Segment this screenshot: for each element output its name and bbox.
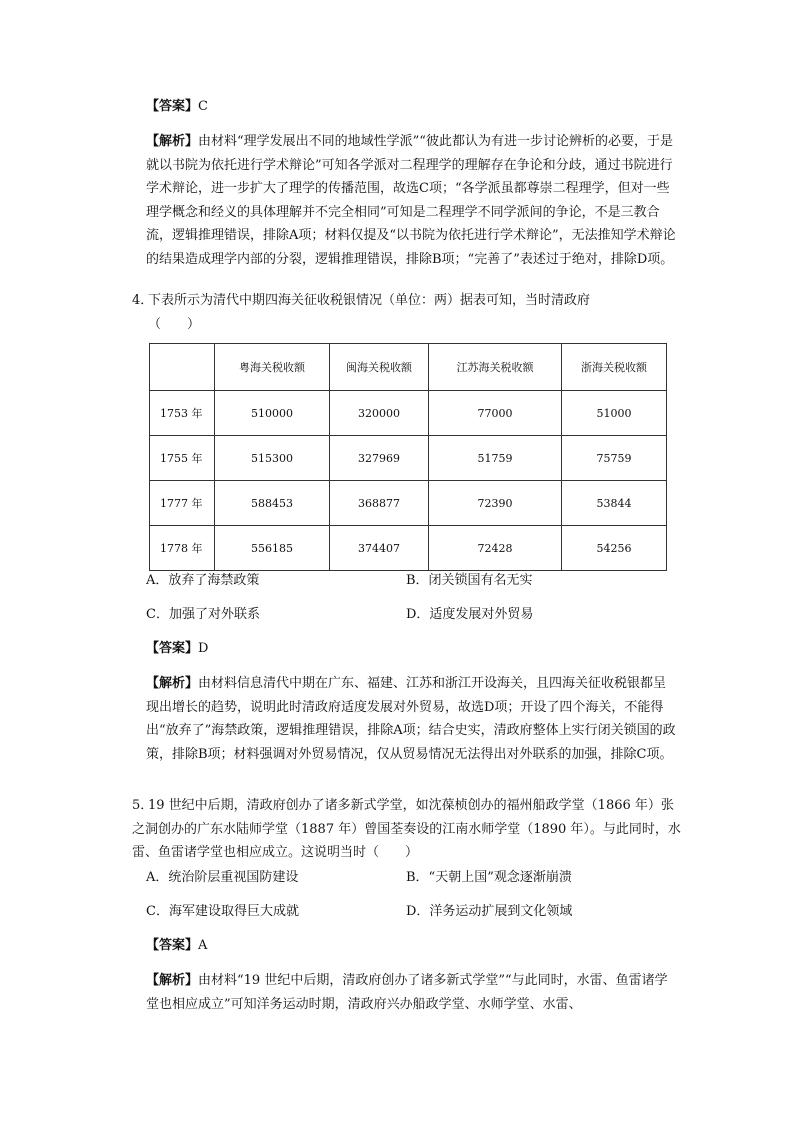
- explanation-label: 【解析】: [146, 134, 199, 149]
- table-header-cell: 江苏海关税收额: [429, 344, 562, 391]
- table-row: [150, 526, 667, 571]
- question-number: 5．: [132, 798, 154, 813]
- option-a: A．统治阶层重视国防建设: [146, 870, 299, 885]
- table-cell: 54256: [562, 526, 667, 571]
- explanation-label: 【解析】: [146, 973, 199, 988]
- answer-label: 【答案】: [146, 99, 199, 114]
- table-cell: 510000: [215, 391, 330, 436]
- explanation-text: 由材料信息清代中期在广东、福建、江苏和浙江开设海关，且四海关征收税银都呈现出增长的趋势，说明此时清政府适度发展对外贸易，故选D项；开设了四个海关，不能得出“放弃了”海禁政策，逻辑推理错误，排除A项；结合史实，清政府整体上实行闭关锁国的政策，排除B项；材料强调对外贸易情况，仅从贸易情况无法得出对外联系的加强，排除C项。: [146, 676, 676, 762]
- option-a: A．放弃了海禁政策: [146, 573, 260, 588]
- answer-label: 【答案】: [146, 938, 199, 953]
- table-cell: 1778 年: [150, 526, 215, 571]
- table-cell: 556185: [215, 526, 330, 571]
- option-d: D．洋务运动扩展到文化领域: [406, 904, 573, 919]
- table-cell: 72428: [429, 526, 562, 571]
- option-c: C．海军建设取得巨大成就: [146, 904, 299, 919]
- explanation-label: 【解析】: [146, 676, 199, 691]
- question-4: [132, 289, 682, 336]
- answer-value: A: [198, 938, 208, 953]
- table-header-row: [150, 344, 667, 391]
- option-b: B．闭关锁国有名无实: [406, 573, 533, 588]
- table-row: [150, 481, 667, 526]
- explanation-text: 由材料“19 世纪中后期，清政府创办了诸多新式学堂”“与此同时，水雷、鱼雷诸学堂也相应成立”可知洋务运动时期，清政府兴办船政学堂、水师学堂、水雷、: [146, 973, 668, 1012]
- option-d: D．适度发展对外贸易: [406, 607, 534, 622]
- table-cell: 53844: [562, 481, 667, 526]
- question-stem: 19 世纪中后期，清政府创办了诸多新式学堂，如沈葆桢创办的福州船政学堂（1866 年）张之洞创办的广东水陆师学堂（1887 年）曾国荃奏设的江南水师学堂（1890 年）。与此同时，水雷、鱼雷诸学堂也相应成立。这说明当时（ ）: [132, 798, 681, 860]
- explanation-text: 由材料“理学发展出不同的地域性学派”“彼此都认为有进一步讨论辨析的必要，于是就以书院为依托进行学术辩论”可知各学派对二程理学的理解存在争论和分歧，通过书院进行学术辩论，进一步扩大了理学的传播范围，故选C项；“各学派虽都尊崇二程理学，但对一些理学概念和经义的具体理解并不完全相同”可知是二程理学不同学派间的争论，不是三教合流，逻辑推理错误，排除A项；材料仅提及“以书院为依托进行学术辩论”，无法推知学术辩论的结果造成理学内部的分裂，逻辑推理错误，排除B项；“完善了”表述过于绝对，排除D项。: [146, 134, 676, 267]
- explanation-q4: [146, 672, 676, 766]
- table-header-cell: 粤海关税收额: [215, 344, 330, 391]
- tax-table: [149, 343, 667, 571]
- explanation-q5: [146, 969, 676, 1016]
- table-cell: 51000: [562, 391, 667, 436]
- table-cell: 75759: [562, 436, 667, 481]
- answer-q4: [146, 637, 676, 661]
- table-cell: 368877: [330, 481, 429, 526]
- question-stem: 下表所示为清代中期四海关征收税银情况（单位：两）据表可知，当时清政府: [148, 293, 591, 308]
- answer-q3: [146, 95, 676, 119]
- table-cell: 1777 年: [150, 481, 215, 526]
- table-cell: 51759: [429, 436, 562, 481]
- table-cell: 320000: [330, 391, 429, 436]
- option-c: C．加强了对外联系: [146, 607, 260, 622]
- answer-label: 【答案】: [146, 641, 199, 656]
- table-header-cell: 浙海关税收额: [562, 344, 667, 391]
- table-cell: 1755 年: [150, 436, 215, 481]
- table-cell: 515300: [215, 436, 330, 481]
- table-cell: 374407: [330, 526, 429, 571]
- answer-value: D: [198, 641, 209, 656]
- table-row: [150, 436, 667, 481]
- table-cell: 588453: [215, 481, 330, 526]
- question-5: [132, 794, 682, 865]
- table-row: [150, 391, 667, 436]
- question-number: 4．: [132, 293, 154, 308]
- table-header-cell: 闽海关税收额: [330, 344, 429, 391]
- answer-blank: （ ）: [148, 316, 201, 332]
- answer-value: C: [198, 99, 208, 114]
- table-cell: 72390: [429, 481, 562, 526]
- table-cell: 327969: [330, 436, 429, 481]
- table-header-cell: [150, 344, 215, 391]
- table-cell: 77000: [429, 391, 562, 436]
- answer-q5: [146, 934, 676, 958]
- option-b: B．“天朝上国”观念逐渐崩溃: [406, 870, 572, 885]
- table-cell: 1753 年: [150, 391, 215, 436]
- explanation-q3: [146, 130, 676, 271]
